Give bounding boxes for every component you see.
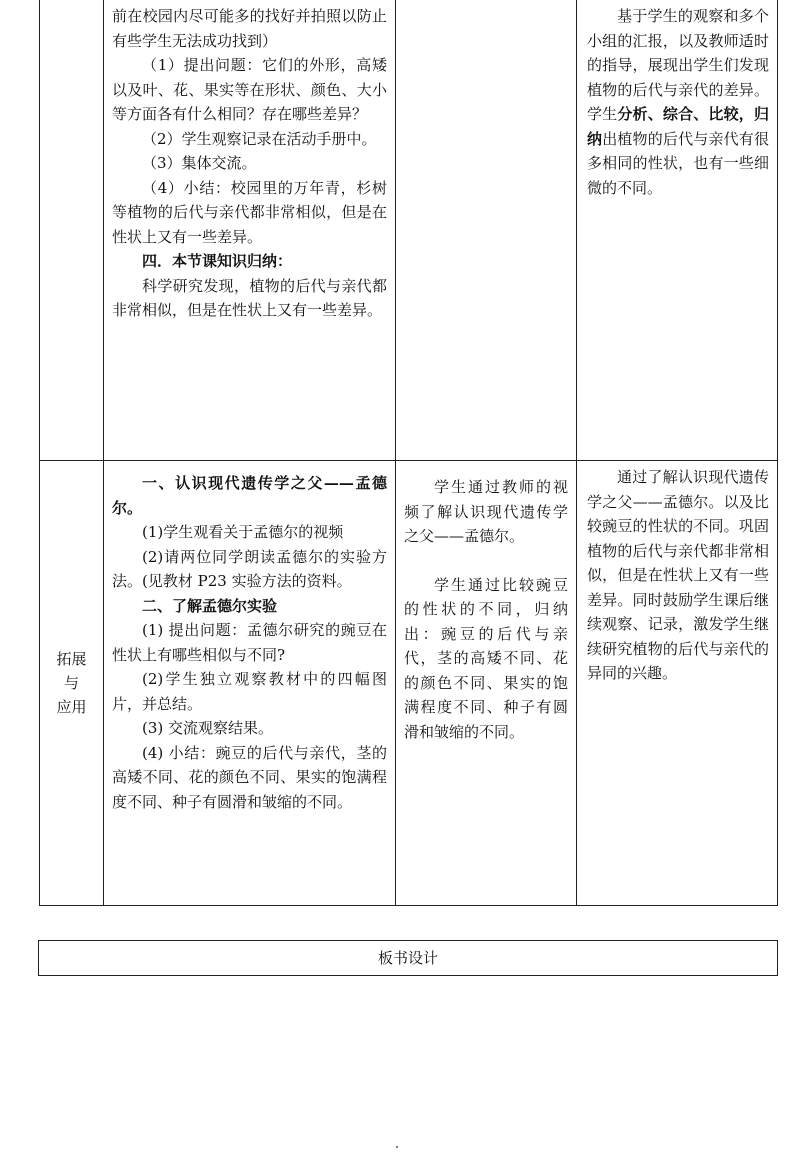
process-text: 前在校园内尽可能多的找好并拍照以防止有些学生无法成功找到） <box>112 7 387 50</box>
student-activity-cell <box>396 461 577 905</box>
design-text-part: 基于学生的观察和多个小组的汇报，以及教师适时的指导，展现出学生们发现植物的后代与亲代的差异。学生 <box>587 7 769 123</box>
process-text: (4) 小结：豌豆的后代与亲代，茎的高矮不同、花的颜色不同、果实的饱满程度不同、种子有圆滑和皱缩的不同。 <box>112 743 387 811</box>
board-design-header: 板书设计 <box>38 940 778 976</box>
student-activity-cell <box>396 0 577 460</box>
section-label <box>40 647 103 719</box>
section-label-line: 与 <box>63 674 79 692</box>
section-label-cell <box>40 461 104 905</box>
section-heading: 二、了解孟德尔实验 <box>142 596 278 615</box>
process-text: （4）小结：校园里的万年青，杉树等植物的后代与亲代都非常相似，但是在性状上又有一些差异。 <box>112 178 387 246</box>
design-intent-cell <box>577 461 777 905</box>
lesson-table <box>39 0 778 906</box>
process-text: (2)学生独立观察教材中的四幅图片，并总结。 <box>112 670 387 713</box>
process-text: （1）提出问题：它们的外形，高矮以及叶、花、果实等在形状、颜色、大小等方面各有什么相同？存在哪些差异？ <box>112 56 387 123</box>
design-text: 通过了解认识现代遗传学之父——孟德尔。以及比较豌豆的性状的不同。巩固植物的后代与亲代都非常相似，但是在性状上又有一些差异。同时鼓励学生课后继续观察、记录，激发学生继续研究植物的后代与亲代的异同的兴趣。 <box>587 468 769 682</box>
process-text: （2）学生观察记录在活动手册中。 <box>142 129 377 148</box>
process-text: (1)学生观看关于孟德尔的视频 <box>142 523 344 541</box>
table-row <box>40 461 777 905</box>
design-text <box>587 4 769 200</box>
process-text: (2)请两位同学朗读孟德尔的实验方法。(见教材 P23 实验方法的资料。 <box>112 547 387 590</box>
process-text: 科学研究发现，植物的后代与亲代都非常相似，但是在性状上又有一些差异。 <box>112 276 387 319</box>
section-label-line: 拓展 <box>56 650 87 668</box>
section-heading: 一、认识现代遗传学之父——孟德尔。 <box>112 474 387 517</box>
process-text: (3) 交流观察结果。 <box>142 719 274 737</box>
process-text: （3）集体交流。 <box>142 154 257 172</box>
table-row <box>40 0 777 461</box>
teaching-process-cell <box>104 461 396 905</box>
page-dot <box>396 1146 398 1148</box>
design-text-part: 出植物的后代与亲代有很多相同的性状，也有一些细微的不同。 <box>587 129 769 197</box>
student-text: 学生通过教师的视频了解认识现代遗传学之父——孟德尔。 <box>404 478 568 545</box>
student-text: 学生通过比较豌豆的性状的不同，归纳出：豌豆的后代与亲代，茎的高矮不同、花的颜色不同、果实的饱满程度不同、种子有圆滑和皱缩的不同。 <box>404 575 568 741</box>
design-intent-cell <box>577 0 777 460</box>
section-label-line: 应用 <box>56 698 87 716</box>
design-text-bold: 分析、综合、比较，归纳 <box>587 105 769 148</box>
section-heading: 四．本节课知识归纳： <box>142 252 293 270</box>
teaching-process-cell <box>104 0 396 460</box>
section-label-cell <box>40 0 104 460</box>
process-text: (1) 提出问题：孟德尔研究的豌豆在性状上有哪些相似与不同? <box>112 621 387 664</box>
